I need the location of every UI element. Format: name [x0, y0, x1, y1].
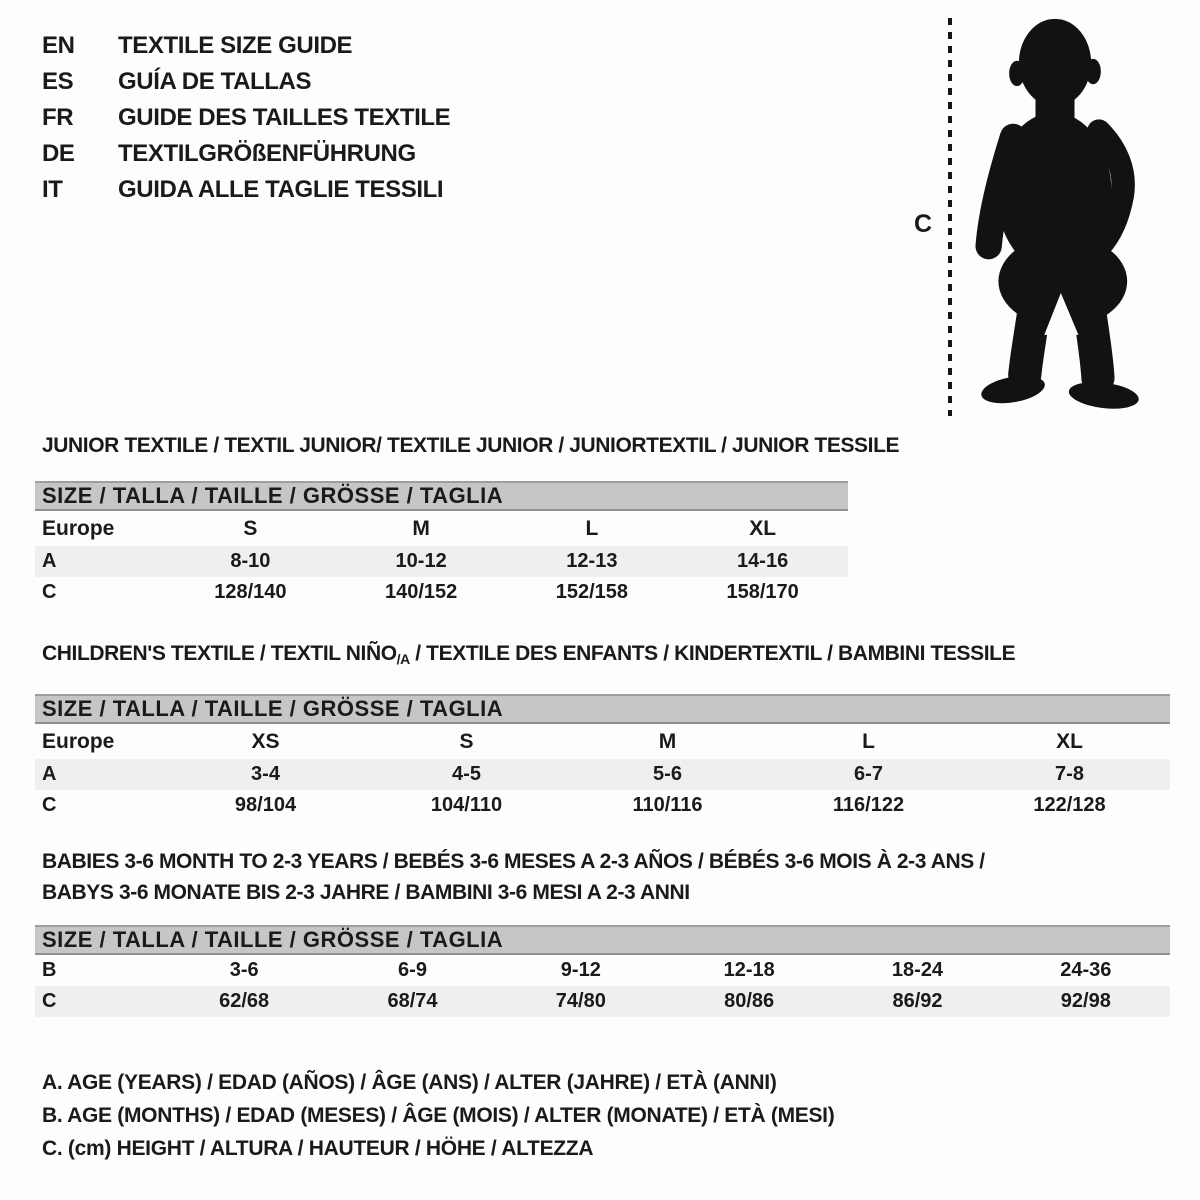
legend-line-c: C. (cm) HEIGHT / ALTURA / HAUTEUR / HÖHE / ALTEZZA: [42, 1137, 594, 1160]
language-label: GUIDE DES TAILLES TEXTILE: [118, 104, 451, 131]
table-row-europe: [35, 511, 848, 546]
table-cell: 8-10: [230, 550, 271, 572]
table-cell: 18-24: [891, 959, 944, 981]
title-part: CHILDREN'S TEXTILE / TEXTIL NIÑO: [42, 642, 397, 665]
table-cell: 122/128: [1033, 794, 1106, 816]
legend-line-a: A. AGE (YEARS) / EDAD (AÑOS) / ÂGE (ANS) / ALTER (JAHRE) / ETÀ (ANNI): [42, 1071, 777, 1094]
language-row-de: [42, 136, 450, 172]
table-cell: M: [412, 516, 430, 540]
table-cell: 62/68: [219, 990, 270, 1012]
table-cell: 14-16: [737, 550, 789, 572]
language-header: [42, 28, 450, 208]
table-cell: 9-12: [560, 959, 601, 981]
table-cell: L: [585, 516, 599, 540]
row-label: C: [42, 990, 57, 1012]
table-cell: L: [862, 729, 875, 753]
table-cell: 6-7: [854, 763, 883, 785]
language-code: FR: [42, 104, 74, 131]
size-header-banner: SIZE / TALLA / TAILLE / GRÖSSE / TAGLIA: [35, 925, 1170, 955]
language-label: TEXTILGRÖßENFÜHRUNG: [118, 140, 416, 167]
table-row-europe: [35, 724, 1170, 759]
table-cell: 3-4: [251, 763, 280, 785]
language-code: IT: [42, 176, 63, 203]
table-cell: 140/152: [384, 581, 458, 603]
babies-textile-table: [35, 850, 1170, 1017]
height-dashed-line: [948, 18, 952, 416]
language-code: DE: [42, 140, 75, 167]
junior-table-title: JUNIOR TEXTILE / TEXTIL JUNIOR/ TEXTILE JUNIOR / JUNIORTEXTIL / JUNIOR TESSILE: [42, 434, 900, 457]
table-cell: 110/116: [632, 794, 703, 816]
table-row-age: [35, 546, 848, 577]
title-line: BABYS 3-6 MONATE BIS 2-3 JAHRE / BAMBINI 3-6 MESI A 2-3 ANNI: [42, 881, 690, 904]
language-code: EN: [42, 32, 75, 59]
table-cell: 92/98: [1060, 990, 1111, 1012]
language-row-fr: [42, 100, 450, 136]
table-cell: 3-6: [229, 959, 259, 981]
title-line: BABIES 3-6 MONTH TO 2-3 YEARS / BEBÉS 3-6 MESES A 2-3 AÑOS / BÉBÉS 3-6 MOIS À 2-3 ANS /: [42, 850, 985, 873]
language-label: GUIDA ALLE TAGLIE TESSILI: [118, 176, 444, 203]
table-cell: 98/104: [234, 794, 297, 816]
size-header-banner: SIZE / TALLA / TAILLE / GRÖSSE / TAGLIA: [35, 694, 1170, 724]
table-cell: M: [658, 729, 677, 753]
table-cell: 12-18: [723, 959, 775, 981]
height-measure-label: C: [914, 210, 933, 238]
language-label: GUÍA DE TALLAS: [118, 68, 312, 95]
size-header-banner: SIZE / TALLA / TAILLE / GRÖSSE / TAGLIA: [35, 481, 848, 511]
table-cell: 7-8: [1055, 763, 1084, 785]
language-code: ES: [42, 68, 74, 95]
children-table-title: [35, 642, 1170, 671]
table-cell: XL: [749, 516, 777, 540]
table-cell: S: [459, 729, 474, 753]
title-subscript: /A: [396, 651, 410, 667]
title-part: / TEXTILE DES ENFANTS / KINDERTEXTIL / BAMBINI TESSILE: [409, 642, 1016, 665]
table-row-age: [35, 759, 1170, 790]
table-cell: 24-36: [1060, 959, 1112, 981]
measure-legend: [42, 1066, 834, 1165]
table-row-height: [35, 577, 848, 608]
table-cell: 10-12: [395, 550, 447, 572]
legend-line-b: B. AGE (MONTHS) / EDAD (MESES) / ÂGE (MOIS) / ALTER (MONATE) / ETÀ (MESI): [42, 1104, 835, 1127]
children-textile-table: [35, 642, 1170, 821]
table-cell: 86/92: [892, 990, 943, 1012]
table-cell: 68/74: [387, 990, 438, 1012]
junior-textile-table: [35, 434, 900, 608]
table-cell: S: [243, 516, 258, 540]
row-label: A: [42, 763, 57, 785]
baby-silhouette-icon: [962, 12, 1148, 412]
language-label: TEXTILE SIZE GUIDE: [118, 32, 353, 59]
table-row-months: [35, 955, 1170, 986]
row-label: A: [42, 550, 57, 572]
row-label: Europe: [42, 516, 115, 540]
table-cell: 128/140: [214, 581, 287, 603]
table-cell: 158/170: [726, 581, 799, 603]
table-row-height: [35, 790, 1170, 821]
language-row-it: [42, 172, 450, 208]
language-row-en: [42, 28, 450, 64]
row-label: Europe: [42, 729, 115, 753]
table-cell: 116/122: [832, 794, 905, 816]
row-label: C: [42, 794, 57, 816]
table-cell: 4-5: [452, 763, 481, 785]
table-cell: XL: [1056, 729, 1083, 753]
table-cell: 152/158: [555, 581, 629, 603]
row-label: C: [42, 581, 57, 603]
table-cell: XS: [251, 729, 280, 753]
table-cell: 80/86: [724, 990, 775, 1012]
language-row-es: [42, 64, 450, 100]
table-cell: 6-9: [398, 959, 427, 981]
table-cell: 5-6: [653, 763, 682, 785]
table-cell: 74/80: [555, 990, 606, 1012]
table-row-height: [35, 986, 1170, 1017]
row-label: B: [42, 959, 57, 981]
table-cell: 104/110: [430, 794, 503, 816]
babies-table-title: [35, 846, 1170, 908]
table-cell: 12-13: [566, 550, 618, 572]
